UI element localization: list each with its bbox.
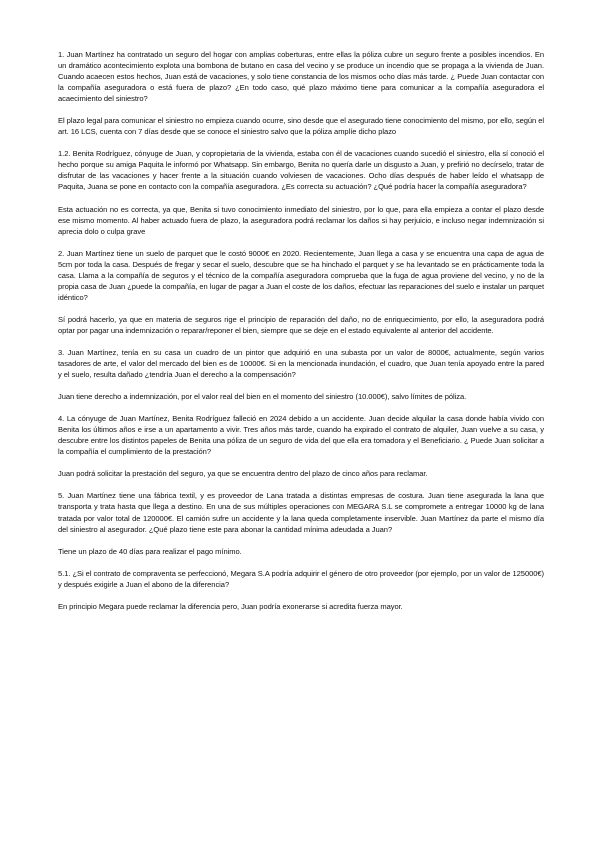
question-3: 3. Juan Martínez, tenía en su casa un cuadro de un pintor que adquirió en una subasta por un valor de 8000€, actualmente, según varios tasadores de arte, el valor del mercado del bien es de 10000€. Si en la mencionada inundación, el cuadro, que Juan tenía apoyado entre la pared y el suelo, resulta dañado ¿tendría Juan el derecho a la compensación? — [58, 347, 544, 380]
question-4: 4. La cónyuge de Juan Martínez, Benita Rodríguez falleció en 2024 debido a un accidente. Juan decide alquilar la casa donde había vivido con Benita los últimos años e irse a un apartamento a vivir. Tres años más tarde, cuando ha expirado el contrato de alquiler, Juan vuelve a su casa, y descubre entre los distintos papeles de Benita una póliza de un seguro de vida del que ella era tomadora y el Beneficiario. ¿ Puede Juan solicitar a la compañía el cumplimiento de la prestación? — [58, 414, 544, 457]
question-5: 5. Juan Martínez tiene una fábrica textil, y es proveedor de Lana tratada a distintas empresas de costura. Juan tiene asegurada la lana que transporta y trata hasta que llega a destino. En una de sus múltiples operaciones con MEGARA S.L se compromete a entregar 10000 kg de lana tratada por valor total de 120000€. El camión sufre un accidente y la lana queda completamente inservible. Juan Martínez da parte el mismo día del siniestro al asegurador. ¿Qué plazo tiene este para abonar la cantidad mínima adeudada a Juan? — [58, 491, 544, 534]
answer-5: Tiene un plazo de 40 días para realizar el pago mínimo. — [58, 546, 242, 556]
question-1-2: 1.2. Benita Rodríguez, cónyuge de Juan, y copropietaria de la vivienda, estaba con él de vacaciones cuando sucedió el siniestro, ella sí conoció el hecho porque su amiga Paquita le informó por Whatsapp. Sin embargo, Benita no quería darle un disgusto a Juan, y prefirió no decírselo, tratar de disfrutar de las vacaciones y hacer frente a la situación cuando volviesen de vacaciones. Ocho días después de haber leído el whatsapp de Paquita, Juana se pone en contacto con la compañía aseguradora. ¿Es correcta su actuación? ¿Qué podría hacer la compañía aseguradora? — [58, 149, 544, 192]
answer-3: Juan tiene derecho a indemnización, por el valor real del bien en el momento del siniestro (10.000€), salvo límites de póliza. — [58, 392, 467, 402]
answer-4: Juan podrá solicitar la prestación del seguro, ya que se encuentra dentro del plazo de cinco años para reclamar. — [58, 469, 428, 479]
question-2: 2. Juan Martínez tiene un suelo de parquet que le costó 9000€ en 2020. Recientemente, Juan llega a casa y se encuentra una capa de agua de 5cm por toda la casa. Después de fregar y secar el suelo, descubre que se ha hinchado el parquet y se ha levantado se en prácticamente toda la casa. Llama a la compañía de seguros y el técnico de la compañía aseguradora comprueba que la fuga de agua proviene del vecino, y no de la propia casa de Juan ¿puede la compañía, en lugar de pagar a Juan el coste de los daños, efectuar las reparaciones del suelo e instalar un parquet idéntico? — [58, 248, 544, 302]
document-body — [58, 49, 544, 623]
answer-2: Sí podrá hacerlo, ya que en materia de seguros rige el principio de reparación del daño, no de enriquecimiento, por ello, la aseguradora podrá optar por pagar una indemnización o reparar/reponer el bien, siempre que se deje en el estado equivalente al anterior del accidente. — [58, 314, 544, 335]
question-5-1: 5.1. ¿Si el contrato de compraventa se perfeccionó, Megara S.A podría adquirir el género de otro proveedor (por ejemplo, por un valor de 125000€) y después exigirle a Juan el abono de la diferencia? — [58, 568, 544, 589]
answer-1-2: Esta actuación no es correcta, ya que, Benita si tuvo conocimiento inmediato del siniestro, por lo que, para ella empieza a contar el plazo desde ese mismo momento. Al haber actuado fuera de plazo, la aseguradora podrá reclamar los daños si hay perjuicio, e incluso negar indemnización si aprecia dolo o culpa grave — [58, 204, 544, 236]
answer-1: El plazo legal para comunicar el siniestro no empieza cuando ocurre, sino desde que el asegurado tiene conocimiento del mismo, por ello, según el art. 16 LCS, cuenta con 7 días desde que se conoce el siniestro salvo que la póliza amplíe dicho plazo — [58, 116, 544, 137]
answer-5-1: En principio Megara puede reclamar la diferencia pero, Juan podría exonerarse si acredita fuerza mayor. — [58, 601, 403, 611]
question-1: 1. Juan Martínez ha contratado un seguro del hogar con amplias coberturas, entre ellas la póliza cubre un seguro frente a posibles incendios. En un dramático acontecimiento explota una bombona de butano en casa del vecino y se produce un incendio que se propaga a la vivienda de Juan. Cuando acaecen estos hechos, Juan está de vacaciones, y solo tiene constancia de los mismos ocho días más tarde. ¿ Puede Juan contactar con la compañía aseguradora o está fuera de plazo? ¿En todo caso, qué plazo máximo tiene para comunicar a la compañía aseguradora el acaecimiento del siniestro? — [58, 50, 544, 104]
